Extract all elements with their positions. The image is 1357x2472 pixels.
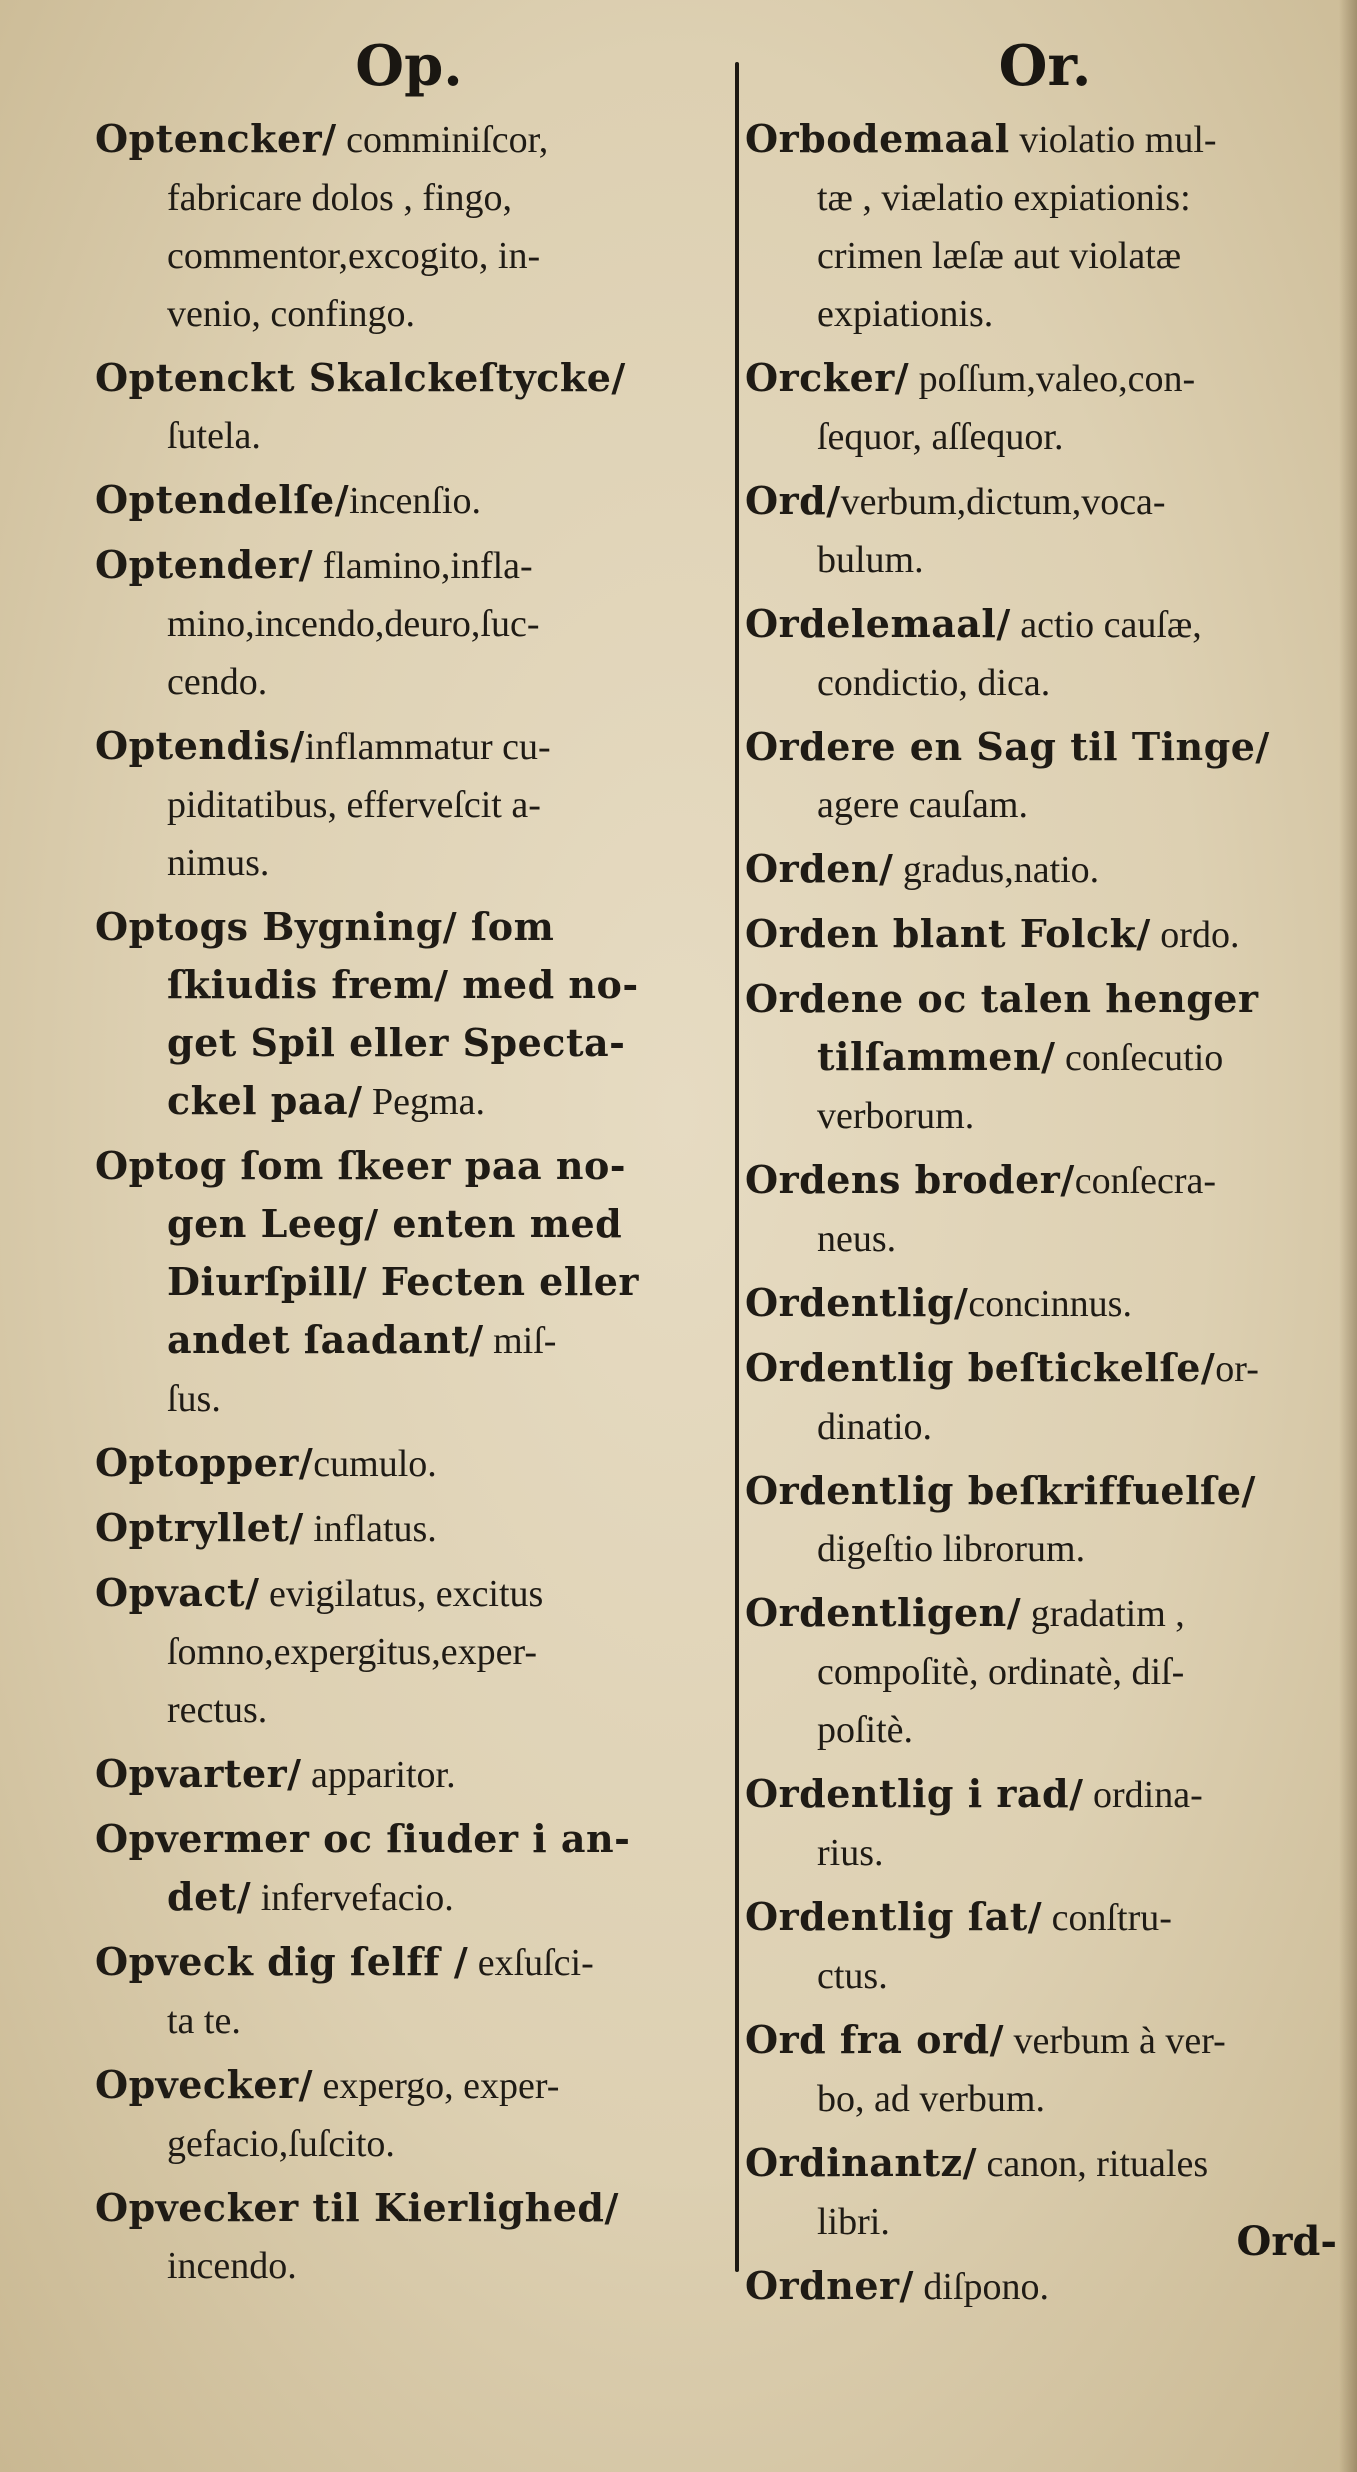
entry-continuation-line bbox=[95, 653, 723, 711]
entry-first-line bbox=[745, 1274, 1345, 1333]
dictionary-entry bbox=[745, 472, 1345, 589]
dictionary-entry bbox=[745, 1765, 1345, 1882]
entry-first-line bbox=[745, 472, 1345, 531]
latin-gloss: inflammatur cu- bbox=[304, 726, 551, 768]
dictionary-entry bbox=[745, 1584, 1345, 1759]
latin-gloss: cendo. bbox=[167, 661, 268, 703]
headword: Ordner/ bbox=[745, 2263, 914, 2308]
entry-continuation-line bbox=[745, 654, 1345, 712]
latin-gloss: mino,incendo,deuro,ſuc- bbox=[167, 603, 540, 645]
dictionary-entry bbox=[95, 717, 723, 892]
latin-gloss: bo, ad verbum. bbox=[817, 2078, 1045, 2120]
headword: Ordene oc talen henger bbox=[745, 976, 1259, 1021]
latin-gloss: neus. bbox=[817, 1218, 897, 1260]
latin-gloss: verbum,dictum,voca- bbox=[840, 481, 1166, 523]
headword: Optencker/ bbox=[95, 116, 337, 161]
column-divider bbox=[735, 62, 739, 2272]
latin-gloss: cumulo. bbox=[313, 1443, 437, 1485]
left-running-header: Op. bbox=[355, 33, 463, 99]
entry-continuation-line bbox=[745, 776, 1345, 834]
headword: Ord fra ord/ bbox=[745, 2017, 1004, 2062]
latin-gloss: ordina- bbox=[1083, 1774, 1203, 1816]
entry-continuation-line bbox=[95, 2115, 723, 2173]
latin-gloss: gradatim , bbox=[1021, 1593, 1185, 1635]
headword: Optendelſe/ bbox=[95, 477, 350, 522]
catchword: Ord- bbox=[1236, 2218, 1337, 2265]
headword: gen Leeg/ enten med bbox=[167, 1201, 623, 1246]
entry-first-line bbox=[745, 595, 1345, 654]
headword: Ordentlig beſkriffuelſe/ bbox=[745, 1468, 1256, 1513]
dictionary-entry bbox=[745, 1462, 1345, 1578]
latin-gloss: miſ- bbox=[483, 1320, 557, 1362]
entry-continuation-line bbox=[95, 169, 723, 227]
latin-gloss: verborum. bbox=[817, 1095, 975, 1137]
entry-first-line bbox=[745, 110, 1345, 169]
headword: Diurſpill/ Fecten eller bbox=[167, 1259, 639, 1304]
headword: Orden blant Folck/ bbox=[745, 911, 1151, 956]
latin-gloss: ta te. bbox=[167, 2000, 241, 2042]
dictionary-entry bbox=[745, 718, 1345, 834]
latin-gloss: rius. bbox=[817, 1832, 884, 1874]
latin-gloss: canon, rituales bbox=[977, 2143, 1209, 2185]
entry-continuation-line bbox=[95, 1014, 723, 1072]
entry-continuation-line bbox=[745, 1701, 1345, 1759]
entry-continuation-line bbox=[745, 1947, 1345, 2005]
dictionary-entry bbox=[745, 2257, 1345, 2316]
latin-gloss: comminiſcor, bbox=[336, 119, 549, 161]
headword: Optopper/ bbox=[95, 1440, 314, 1485]
latin-gloss: verbum à ver- bbox=[1003, 2020, 1226, 2062]
latin-gloss: actio cauſæ, bbox=[1010, 604, 1202, 646]
dictionary-entry bbox=[95, 2179, 723, 2295]
entry-continuation-line bbox=[95, 407, 723, 465]
entry-first-line bbox=[745, 970, 1345, 1028]
latin-gloss: bulum. bbox=[817, 539, 924, 581]
latin-gloss: expergo, exper- bbox=[312, 2065, 560, 2107]
entry-continuation-line bbox=[95, 595, 723, 653]
dictionary-entry bbox=[95, 1137, 723, 1428]
dictionary-entry bbox=[95, 2056, 723, 2173]
entry-continuation-line bbox=[745, 1210, 1345, 1268]
entry-continuation-line bbox=[95, 956, 723, 1014]
entry-continuation-line bbox=[745, 531, 1345, 589]
headword: Ordere en Sag til Tinge/ bbox=[745, 724, 1270, 769]
latin-gloss: exſuſci- bbox=[468, 1942, 594, 1984]
dictionary-entry bbox=[745, 1274, 1345, 1333]
headword: Ordentlig beſtickelſe/ bbox=[745, 1345, 1216, 1390]
entry-continuation-line bbox=[745, 1520, 1345, 1578]
latin-gloss: ctus. bbox=[817, 1955, 888, 1997]
entry-continuation-line bbox=[95, 2237, 723, 2295]
headword: Opvact/ bbox=[95, 1570, 260, 1615]
left-entry-list bbox=[95, 110, 723, 2295]
dictionary-entry bbox=[745, 110, 1345, 343]
headword: Optenckt Skalckeſtycke/ bbox=[95, 355, 626, 400]
entry-continuation-line bbox=[745, 1643, 1345, 1701]
headword: ckel paa/ bbox=[167, 1078, 363, 1123]
latin-gloss: agere cauſam. bbox=[817, 784, 1028, 826]
latin-gloss: incenſio. bbox=[349, 480, 482, 522]
dictionary-entry bbox=[95, 1745, 723, 1804]
headword: Orbodemaal bbox=[745, 116, 1010, 161]
headword: Opvecker/ bbox=[95, 2062, 313, 2107]
entry-first-line bbox=[745, 2134, 1345, 2193]
headword: Ordelemaal/ bbox=[745, 601, 1011, 646]
headword: Opveck dig ſelff / bbox=[95, 1939, 469, 1984]
latin-gloss: evigilatus, excitus bbox=[259, 1573, 544, 1615]
dictionary-entry bbox=[95, 898, 723, 1131]
entry-continuation-line bbox=[95, 1311, 723, 1370]
dictionary-entry bbox=[95, 471, 723, 530]
latin-gloss: piditatibus, efferveſcit a- bbox=[167, 784, 541, 826]
entry-first-line bbox=[95, 1434, 723, 1493]
latin-gloss: expiationis. bbox=[817, 293, 994, 335]
entry-first-line bbox=[95, 1933, 723, 1992]
dictionary-entry bbox=[95, 1564, 723, 1739]
dictionary-entry bbox=[95, 1499, 723, 1558]
headword: tilſammen/ bbox=[817, 1034, 1056, 1079]
entry-first-line bbox=[95, 2179, 723, 2237]
entry-continuation-line bbox=[95, 1072, 723, 1131]
entry-first-line bbox=[95, 898, 723, 956]
entry-first-line bbox=[95, 1564, 723, 1623]
dictionary-entry bbox=[95, 110, 723, 343]
entry-first-line bbox=[745, 349, 1345, 408]
dictionary-entry bbox=[745, 595, 1345, 712]
entry-continuation-line bbox=[745, 1028, 1345, 1087]
entry-continuation-line bbox=[95, 1623, 723, 1681]
latin-gloss: inflatus. bbox=[303, 1508, 437, 1550]
headword: det/ bbox=[167, 1874, 252, 1919]
latin-gloss: ſomno,expergitus,exper- bbox=[167, 1631, 537, 1673]
dictionary-entry bbox=[745, 349, 1345, 466]
latin-gloss: nimus. bbox=[167, 842, 270, 884]
entry-continuation-line bbox=[95, 1681, 723, 1739]
entry-first-line bbox=[745, 905, 1345, 964]
entry-continuation-line bbox=[95, 1370, 723, 1428]
headword: Ordentlig ſat/ bbox=[745, 1894, 1043, 1939]
headword: ſkiudis frem/ med no- bbox=[167, 962, 639, 1007]
entry-continuation-line bbox=[95, 227, 723, 285]
latin-gloss: ſequor, aſſequor. bbox=[817, 416, 1064, 458]
entry-first-line bbox=[95, 349, 723, 407]
entry-first-line bbox=[745, 1462, 1345, 1520]
entry-continuation-line bbox=[745, 1087, 1345, 1145]
entry-continuation-line bbox=[745, 285, 1345, 343]
latin-gloss: flamino,infla- bbox=[313, 545, 533, 587]
latin-gloss: condictio, dica. bbox=[817, 662, 1051, 704]
entry-first-line bbox=[95, 1745, 723, 1804]
entry-first-line bbox=[745, 1151, 1345, 1210]
entry-continuation-line bbox=[95, 1992, 723, 2050]
dictionary-entry bbox=[745, 1151, 1345, 1268]
entry-first-line bbox=[745, 840, 1345, 899]
entry-first-line bbox=[745, 1339, 1345, 1398]
dictionary-entry bbox=[745, 1339, 1345, 1456]
entry-first-line bbox=[745, 1888, 1345, 1947]
latin-gloss: diſpono. bbox=[913, 2266, 1050, 2308]
dictionary-entry bbox=[95, 1810, 723, 1927]
dictionary-entry bbox=[745, 840, 1345, 899]
latin-gloss: gradus,natio. bbox=[893, 849, 1100, 891]
entry-continuation-line bbox=[95, 834, 723, 892]
latin-gloss: apparitor. bbox=[301, 1754, 456, 1796]
latin-gloss: venio, confingo. bbox=[167, 293, 416, 335]
headword: Opvermer oc ſiuder i an- bbox=[95, 1816, 631, 1861]
latin-gloss: ſus. bbox=[167, 1378, 221, 1420]
headword: andet ſaadant/ bbox=[167, 1317, 484, 1362]
dictionary-entry bbox=[95, 349, 723, 465]
entry-first-line bbox=[745, 2257, 1345, 2316]
entry-continuation-line bbox=[95, 1868, 723, 1927]
entry-first-line bbox=[95, 1810, 723, 1868]
latin-gloss: poſitè. bbox=[817, 1709, 914, 1751]
entry-first-line bbox=[745, 718, 1345, 776]
entry-first-line bbox=[95, 110, 723, 169]
entry-first-line bbox=[95, 1499, 723, 1558]
latin-gloss: libri. bbox=[817, 2201, 890, 2243]
entry-first-line bbox=[95, 1137, 723, 1195]
headword: Ordinantz/ bbox=[745, 2140, 978, 2185]
left-column bbox=[95, 30, 723, 2410]
headword: Optendis/ bbox=[95, 723, 305, 768]
entry-first-line bbox=[745, 1584, 1345, 1643]
latin-gloss: fabricare dolos , fingo, bbox=[167, 177, 513, 219]
latin-gloss: concinnus. bbox=[968, 1283, 1132, 1325]
dictionary-entry bbox=[95, 536, 723, 711]
latin-gloss: commentor,excogito, in- bbox=[167, 235, 541, 277]
right-column bbox=[745, 30, 1345, 2410]
entry-continuation-line bbox=[745, 169, 1345, 227]
latin-gloss: gefacio,ſuſcito. bbox=[167, 2123, 395, 2165]
entry-first-line bbox=[745, 2011, 1345, 2070]
right-entry-list bbox=[745, 110, 1345, 2316]
headword: Opvecker til Kierlighed/ bbox=[95, 2185, 619, 2230]
entry-continuation-line bbox=[745, 1398, 1345, 1456]
latin-gloss: or- bbox=[1215, 1348, 1259, 1390]
headword: Ordentlig i rad/ bbox=[745, 1771, 1084, 1816]
headword: Ordens broder/ bbox=[745, 1157, 1075, 1202]
entry-continuation-line bbox=[745, 1824, 1345, 1882]
latin-gloss: ordo. bbox=[1150, 914, 1240, 956]
latin-gloss: conſecra- bbox=[1074, 1160, 1217, 1202]
latin-gloss: rectus. bbox=[167, 1689, 268, 1731]
headword: Ordentligen/ bbox=[745, 1590, 1022, 1635]
latin-gloss: Pegma. bbox=[362, 1081, 485, 1123]
headword: Ordentlig/ bbox=[745, 1280, 969, 1325]
headword: Optogs Bygning/ ſom bbox=[95, 904, 555, 949]
headword: Optender/ bbox=[95, 542, 314, 587]
headword: Ord/ bbox=[745, 478, 841, 523]
entry-continuation-line bbox=[745, 227, 1345, 285]
latin-gloss: crimen læſæ aut violatæ bbox=[817, 235, 1182, 277]
headword: Orcker/ bbox=[745, 355, 910, 400]
dictionary-entry bbox=[745, 905, 1345, 964]
latin-gloss: conſtru- bbox=[1042, 1897, 1172, 1939]
entry-first-line bbox=[95, 717, 723, 776]
entry-continuation-line bbox=[95, 1195, 723, 1253]
entry-first-line bbox=[95, 2056, 723, 2115]
latin-gloss: compoſitè, ordinatè, diſ- bbox=[817, 1651, 1185, 1693]
entry-continuation-line bbox=[95, 776, 723, 834]
latin-gloss: infervefacio. bbox=[251, 1877, 454, 1919]
headword: Orden/ bbox=[745, 846, 894, 891]
latin-gloss: poſſum,valeo,con- bbox=[909, 358, 1196, 400]
latin-gloss: incendo. bbox=[167, 2245, 297, 2287]
latin-gloss: digeſtio librorum. bbox=[817, 1528, 1086, 1570]
latin-gloss: dinatio. bbox=[817, 1406, 933, 1448]
dictionary-entry bbox=[95, 1933, 723, 2050]
dictionary-entry bbox=[745, 970, 1345, 1145]
latin-gloss: conſecutio bbox=[1055, 1037, 1224, 1079]
latin-gloss: tæ , viælatio expiationis: bbox=[817, 177, 1191, 219]
headword: Opvarter/ bbox=[95, 1751, 302, 1796]
dictionary-entry bbox=[95, 1434, 723, 1493]
entry-first-line bbox=[95, 536, 723, 595]
right-running-header: Or. bbox=[998, 33, 1092, 99]
latin-gloss: violatio mul- bbox=[1009, 119, 1217, 161]
entry-continuation-line bbox=[745, 408, 1345, 466]
dictionary-entry bbox=[745, 1888, 1345, 2005]
dictionary-entry bbox=[745, 2011, 1345, 2128]
latin-gloss: ſutela. bbox=[167, 415, 261, 457]
entry-continuation-line bbox=[95, 285, 723, 343]
entry-continuation-line bbox=[95, 1253, 723, 1311]
entry-continuation-line bbox=[745, 2070, 1345, 2128]
headword: Optryllet/ bbox=[95, 1505, 304, 1550]
entry-first-line bbox=[95, 471, 723, 530]
headword: Optog ſom ſkeer paa no- bbox=[95, 1143, 627, 1188]
entry-first-line bbox=[745, 1765, 1345, 1824]
headword: get Spil eller Specta- bbox=[167, 1020, 626, 1065]
